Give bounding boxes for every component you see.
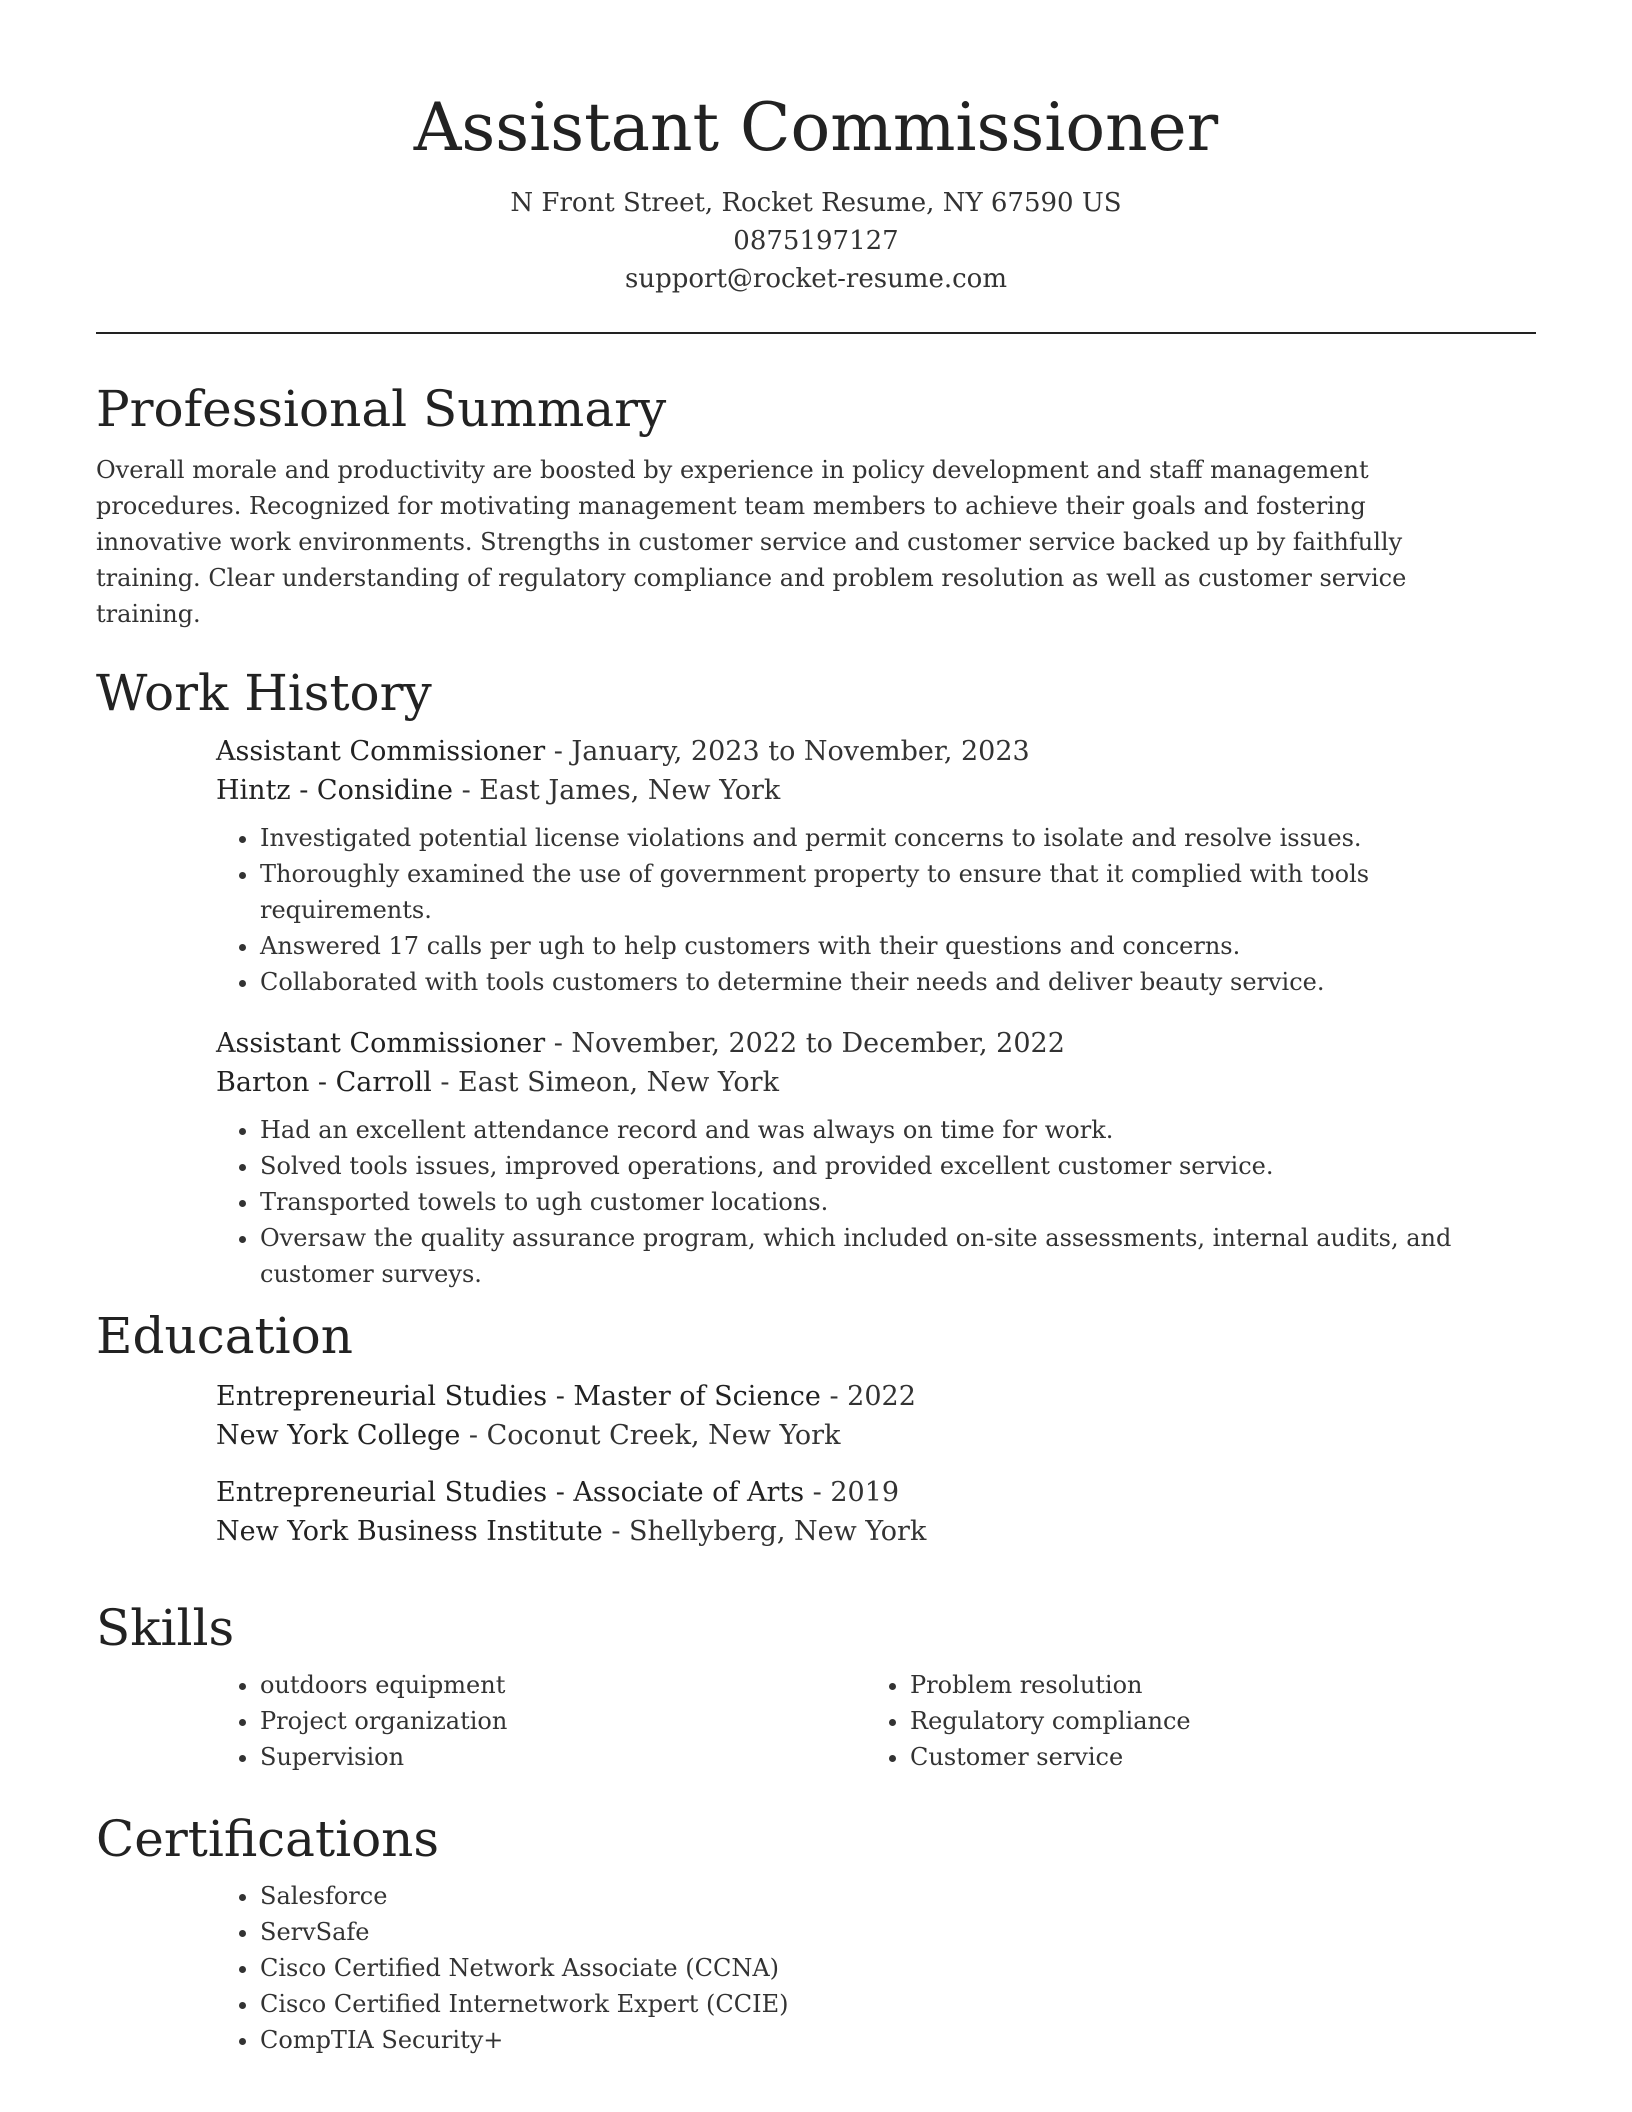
contact-phone: 0875197127	[733, 226, 899, 256]
contact-email: support@rocket-resume.com	[624, 264, 1007, 294]
job-company: Barton - Carroll	[216, 1067, 432, 1098]
header-divider	[96, 332, 1536, 334]
education-section	[96, 1305, 1536, 1569]
skills-column-right	[866, 1659, 1516, 1775]
job-list	[216, 732, 1536, 1292]
job-bullets	[216, 1112, 1536, 1292]
job-dates: - November, 2022 to December, 2022	[545, 1028, 1065, 1059]
job-bullet: • Collaborated with tools customers to determine their needs and deliver beauty service.	[260, 964, 1536, 1000]
summary-heading: Professional Summary	[96, 380, 667, 438]
job-role: Assistant Commissioner	[216, 1028, 546, 1059]
job-company-line	[216, 771, 1536, 810]
certifications-list	[216, 1878, 1536, 2058]
skill-item: • outdoors equipment	[260, 1667, 866, 1703]
skill-item: • Customer service	[910, 1739, 1516, 1775]
summary-section	[96, 378, 1536, 632]
work-history-heading: Work History	[96, 664, 432, 722]
education-list	[216, 1377, 1536, 1551]
skill-item: • Regulatory compliance	[910, 1703, 1516, 1739]
education-degree-line	[216, 1377, 1536, 1416]
education-year: - 2022	[820, 1381, 916, 1412]
skills-heading: Skills	[96, 1599, 235, 1657]
education-school-line	[216, 1416, 1536, 1455]
education-school: New York Business Institute	[216, 1516, 603, 1547]
certifications-section	[96, 1808, 1536, 2058]
job-location: - East James, New York	[453, 775, 781, 806]
certification-item: • CompTIA Security+	[260, 2022, 1536, 2058]
skill-item: • Supervision	[260, 1739, 866, 1775]
job-company-line	[216, 1063, 1536, 1102]
skills-list	[216, 1667, 866, 1775]
skills-list	[866, 1667, 1516, 1775]
education-field: Entrepreneurial Studies - Master of Science	[216, 1381, 821, 1412]
job-bullets	[216, 820, 1536, 1000]
job-location: - East Simeon, New York	[431, 1067, 779, 1098]
job-entry	[216, 1024, 1536, 1292]
skills-grid	[216, 1659, 1536, 1775]
contact-info	[96, 184, 1536, 298]
resume-page	[96, 0, 1536, 2054]
job-bullet: • Investigated potential license violations and permit concerns to isolate and resolve issues.	[260, 820, 1536, 856]
certification-item: • Cisco Certified Internetwork Expert (CCIE)	[260, 1986, 1536, 2022]
education-school-line	[216, 1512, 1536, 1551]
job-bullet: • Solved tools issues, improved operations, and provided excellent customer service.	[260, 1148, 1536, 1184]
education-school: New York College	[216, 1420, 461, 1451]
candidate-name: Assistant Commissioner	[413, 89, 1219, 166]
job-entry	[216, 732, 1536, 1000]
job-bullet: • Had an excellent attendance record and was always on time for work.	[260, 1112, 1536, 1148]
education-entry	[216, 1473, 1536, 1551]
resume-header	[96, 0, 1536, 298]
job-bullet: • Answered 17 calls per ugh to help customers with their questions and concerns.	[260, 928, 1536, 964]
education-entry	[216, 1377, 1536, 1455]
certification-item: • Salesforce	[260, 1878, 1536, 1914]
job-dates: - January, 2023 to November, 2023	[545, 736, 1030, 767]
education-location: - Coconut Creek, New York	[460, 1420, 841, 1451]
skills-column-left	[216, 1659, 866, 1775]
education-field: Entrepreneurial Studies - Associate of Arts	[216, 1477, 805, 1508]
certification-item: • Cisco Certified Network Associate (CCNA)	[260, 1950, 1536, 1986]
skill-item: • Problem resolution	[910, 1667, 1516, 1703]
job-bullet: • Transported towels to ugh customer locations.	[260, 1184, 1536, 1220]
skill-item: • Project organization	[260, 1703, 866, 1739]
job-title-line	[216, 1024, 1536, 1063]
education-degree-line	[216, 1473, 1536, 1512]
certification-item: • ServSafe	[260, 1914, 1536, 1950]
work-history-section	[96, 662, 1536, 1316]
skills-section	[96, 1597, 1536, 1775]
summary-text: Overall morale and productivity are boosted by experience in policy development and staff management procedures. Recognized for motivating management team members to achieve their goals and fostering innovative work environments. Strengths in customer service and customer service backed up by faithfully training. Clear understanding of regulatory compliance and problem resolution as well as customer service training.	[96, 456, 1407, 628]
education-year: - 2019	[804, 1477, 900, 1508]
job-bullet: • Oversaw the quality assurance program, which included on-site assessments, internal audits, and customer surveys.	[260, 1220, 1536, 1292]
job-title-line	[216, 732, 1536, 771]
certifications-list-wrap	[216, 1878, 1536, 2058]
contact-address: N Front Street, Rocket Resume, NY 67590 US	[510, 188, 1122, 218]
job-bullet: • Thoroughly examined the use of government property to ensure that it complied with tools requirements.	[260, 856, 1536, 928]
education-heading: Education	[96, 1307, 353, 1365]
certifications-heading: Certifications	[96, 1810, 440, 1868]
job-role: Assistant Commissioner	[216, 736, 546, 767]
education-location: - Shellyberg, New York	[602, 1516, 927, 1547]
job-company: Hintz - Considine	[216, 775, 454, 806]
